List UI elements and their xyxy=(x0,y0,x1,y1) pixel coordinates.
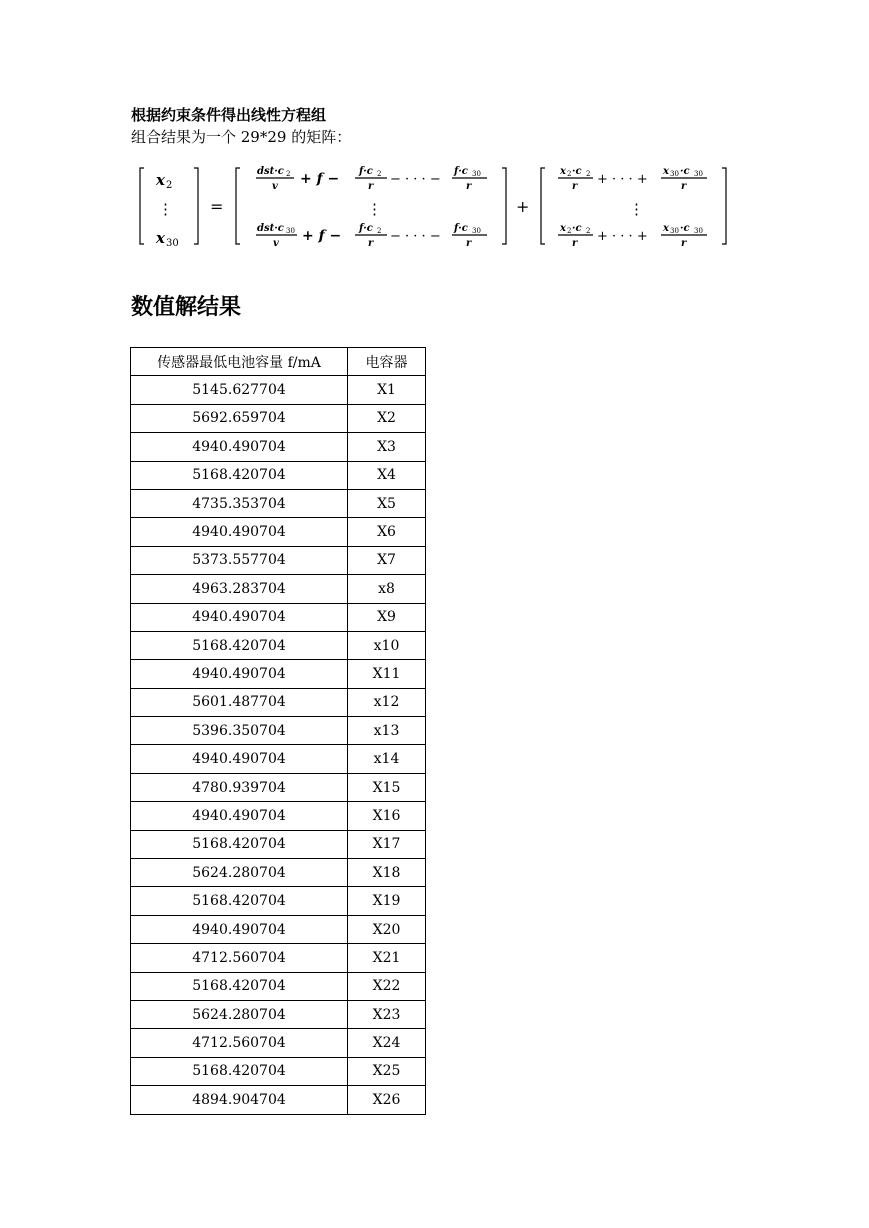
m1-r1-f3-den: r xyxy=(466,181,472,192)
m2-r2-f2-num: x xyxy=(663,223,669,234)
m1-r1-f3-num: f·c xyxy=(454,166,468,177)
table-row xyxy=(131,1057,426,1085)
table-row xyxy=(131,433,426,461)
plus-sign: + xyxy=(516,197,530,216)
capacity-cell: 4735.353704 xyxy=(131,489,348,517)
m1-r1-f3-num-sub: 30 xyxy=(472,170,481,178)
m1-r2-f2-num-sub: 2 xyxy=(377,227,382,235)
capacity-cell: 4894.904704 xyxy=(131,1086,348,1114)
m1-r1-ellipsis: − · · · − xyxy=(390,172,441,187)
table-row xyxy=(131,376,426,404)
table-row xyxy=(131,603,426,631)
capacitor-cell: X21 xyxy=(348,944,426,972)
m2-r1-f2-num-tail: ·c xyxy=(680,166,690,177)
capacity-cell: 5168.420704 xyxy=(131,1057,348,1085)
capacitor-cell: X19 xyxy=(348,887,426,915)
table-row xyxy=(131,660,426,688)
m2-r2-f2-den: r xyxy=(681,238,687,249)
capacitor-cell: X11 xyxy=(348,660,426,688)
capacity-cell: 5168.420704 xyxy=(131,461,348,489)
header-capacitor: 电容器 xyxy=(348,348,426,376)
capacity-cell: 5168.420704 xyxy=(131,830,348,858)
capacity-cell: 4940.490704 xyxy=(131,433,348,461)
equals-sign: = xyxy=(210,197,224,216)
capacity-cell: 5624.280704 xyxy=(131,1000,348,1028)
capacitor-cell: X17 xyxy=(348,830,426,858)
m2-r1-f1-num-sub: 2 xyxy=(567,170,572,178)
m2-r1-f1-num-tail: ·c xyxy=(572,166,582,177)
m1-r2-f2-num: f·c xyxy=(359,223,373,234)
capacity-cell: 5168.420704 xyxy=(131,631,348,659)
table-row xyxy=(131,915,426,943)
matrix-equation xyxy=(131,160,731,252)
m1-r2-f1-num-sub: 30 xyxy=(286,227,295,235)
m1-r2-ellipsis: − · · · − xyxy=(390,229,441,244)
table-row xyxy=(131,830,426,858)
m2-r2-f1-den: r xyxy=(572,238,578,249)
capacitor-cell: X16 xyxy=(348,802,426,830)
header-capacity: 传感器最低电池容量 f/mA xyxy=(131,348,348,376)
capacity-cell: 4940.490704 xyxy=(131,660,348,688)
capacity-cell: 5373.557704 xyxy=(131,546,348,574)
m1-r2-f3-num-sub: 30 xyxy=(472,227,481,235)
capacitor-cell: X15 xyxy=(348,773,426,801)
capacity-cell: 5168.420704 xyxy=(131,887,348,915)
table-row xyxy=(131,575,426,603)
capacitor-cell: X18 xyxy=(348,859,426,887)
m2-r1-f2-num-tail-sub: 30 xyxy=(694,170,703,178)
table-row xyxy=(131,1029,426,1057)
table-row xyxy=(131,972,426,1000)
m2-r1-f1-num-tail-sub: 2 xyxy=(586,170,591,178)
capacity-cell: 5145.627704 xyxy=(131,376,348,404)
m1-r1-f1-num: dst·c xyxy=(257,166,284,177)
capacity-cell: 4712.560704 xyxy=(131,1029,348,1057)
capacitor-cell: X7 xyxy=(348,546,426,574)
m1-r1-f1-den: v xyxy=(272,181,278,192)
m2-r2-f2-num-tail: ·c xyxy=(680,223,690,234)
m2-r2-f2-num-sub: 30 xyxy=(670,227,679,235)
table-row xyxy=(131,631,426,659)
m2-r1-f2-num: x xyxy=(663,166,669,177)
capacity-cell: 4940.490704 xyxy=(131,802,348,830)
capacitor-cell: X9 xyxy=(348,603,426,631)
table-body xyxy=(131,376,426,1114)
table-row xyxy=(131,546,426,574)
lhs-bottom: x xyxy=(156,229,165,247)
m2-dots: ⋮ xyxy=(629,200,644,218)
lhs-dots: ⋮ xyxy=(158,200,173,218)
m1-r2-f1-den: v xyxy=(273,238,279,249)
m1-r1-f2-num-sub: 2 xyxy=(377,170,382,178)
capacity-cell: 5601.487704 xyxy=(131,688,348,716)
section-title: 数值解结果 xyxy=(131,294,242,320)
table-row xyxy=(131,773,426,801)
capacitor-cell: x12 xyxy=(348,688,426,716)
m1-r2-mid: + f − xyxy=(302,228,342,244)
capacitor-cell: X25 xyxy=(348,1057,426,1085)
capacity-cell: 5396.350704 xyxy=(131,717,348,745)
m1-r2-f3-den: r xyxy=(466,238,472,249)
capacity-cell: 4940.490704 xyxy=(131,603,348,631)
table-row xyxy=(131,518,426,546)
m2-r2-f1-num: x xyxy=(560,223,566,234)
capacitor-cell: X1 xyxy=(348,376,426,404)
m1-r1-f1-num-sub: 2 xyxy=(286,170,291,178)
m2-r1-f2-num-sub: 30 xyxy=(670,170,679,178)
m1-r2-f1-num: dst·c xyxy=(257,223,284,234)
capacitor-cell: X3 xyxy=(348,433,426,461)
m2-r2-f1-num-sub: 2 xyxy=(567,227,572,235)
capacitor-cell: X22 xyxy=(348,972,426,1000)
m2-r2-mid: + · · · + xyxy=(597,229,648,244)
capacitor-cell: X20 xyxy=(348,915,426,943)
m2-r1-f1-den: r xyxy=(572,181,578,192)
m2-r1-mid: + · · · + xyxy=(597,172,648,187)
m2-r1-f1-num: x xyxy=(560,166,566,177)
m1-dots: ⋮ xyxy=(367,200,382,218)
capacitor-cell: X5 xyxy=(348,489,426,517)
m1-r1-f2-num: f·c xyxy=(359,166,373,177)
table-row xyxy=(131,859,426,887)
table-row xyxy=(131,887,426,915)
table-row xyxy=(131,802,426,830)
table-row xyxy=(131,1086,426,1114)
table-row xyxy=(131,944,426,972)
capacitor-cell: x14 xyxy=(348,745,426,773)
capacity-cell: 4963.283704 xyxy=(131,575,348,603)
capacitor-cell: x8 xyxy=(348,575,426,603)
table-row xyxy=(131,688,426,716)
m2-r1-f2-den: r xyxy=(681,181,687,192)
capacitor-cell: X24 xyxy=(348,1029,426,1057)
capacitor-cell: X26 xyxy=(348,1086,426,1114)
capacitor-cell: x10 xyxy=(348,631,426,659)
lhs-top-sub: 2 xyxy=(166,180,173,191)
heading: 根据约束条件得出线性方程组 xyxy=(131,106,327,124)
table-header-row xyxy=(131,348,426,376)
matrix-description: 组合结果为一个 29*29 的矩阵： xyxy=(131,128,352,146)
table-row xyxy=(131,1000,426,1028)
capacitor-cell: X6 xyxy=(348,518,426,546)
capacity-cell: 4940.490704 xyxy=(131,518,348,546)
table-row xyxy=(131,404,426,432)
table-row xyxy=(131,745,426,773)
capacity-cell: 5168.420704 xyxy=(131,972,348,1000)
m1-r1-f2-den: r xyxy=(368,181,374,192)
table-row xyxy=(131,489,426,517)
capacity-cell: 4940.490704 xyxy=(131,745,348,773)
capacitor-cell: X4 xyxy=(348,461,426,489)
capacity-cell: 5692.659704 xyxy=(131,404,348,432)
table-row xyxy=(131,717,426,745)
m1-r1-mid: + f − xyxy=(300,171,340,187)
lhs-top: x xyxy=(156,171,165,189)
lhs-bottom-sub: 30 xyxy=(166,238,179,249)
capacitor-cell: x13 xyxy=(348,717,426,745)
m2-r2-f2-num-tail-sub: 30 xyxy=(694,227,703,235)
capacity-cell: 4712.560704 xyxy=(131,944,348,972)
m2-r2-f1-num-tail: ·c xyxy=(572,223,582,234)
table-row xyxy=(131,461,426,489)
capacitor-cell: X2 xyxy=(348,404,426,432)
m1-r2-f3-num: f·c xyxy=(454,223,468,234)
m1-r2-f2-den: r xyxy=(368,238,374,249)
capacity-cell: 5624.280704 xyxy=(131,859,348,887)
capacity-cell: 4940.490704 xyxy=(131,915,348,943)
capacity-cell: 4780.939704 xyxy=(131,773,348,801)
m2-r2-f1-num-tail-sub: 2 xyxy=(586,227,591,235)
capacitor-cell: X23 xyxy=(348,1000,426,1028)
results-table xyxy=(130,347,426,1115)
